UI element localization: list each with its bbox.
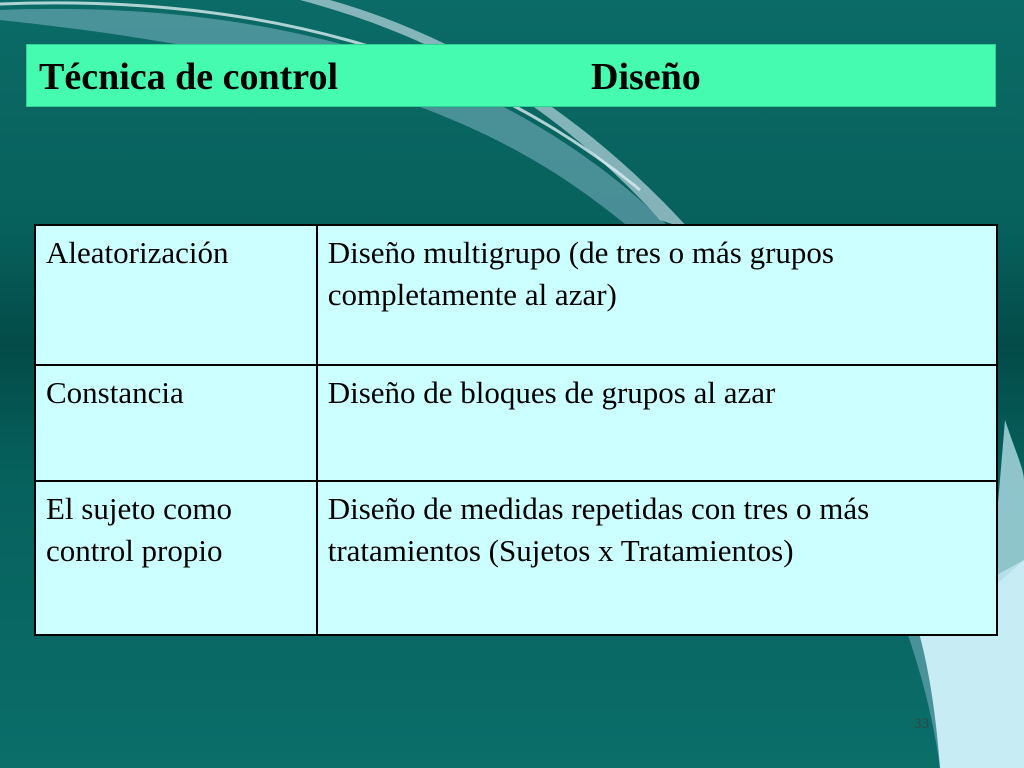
slide-number: 33 <box>914 716 929 732</box>
technique-design-table <box>34 224 998 636</box>
technique-cell: El sujeto como control propio <box>35 481 317 635</box>
technique-cell: Constancia <box>35 365 317 481</box>
design-cell: Diseño de bloques de grupos al azar <box>317 365 997 481</box>
technique-cell: Aleatorización <box>35 225 317 365</box>
design-cell: Diseño multigrupo (de tres o más grupos completamente al azar) <box>317 225 997 365</box>
design-cell: Diseño de medidas repetidas con tres o más tratamientos (Sujetos x Tratamientos) <box>317 481 997 635</box>
table-row <box>35 225 997 365</box>
title-technique: Técnica de control <box>39 56 339 98</box>
table-row <box>35 365 997 481</box>
title-design: Diseño <box>591 56 701 98</box>
title-bar <box>26 44 996 107</box>
table-row <box>35 481 997 635</box>
